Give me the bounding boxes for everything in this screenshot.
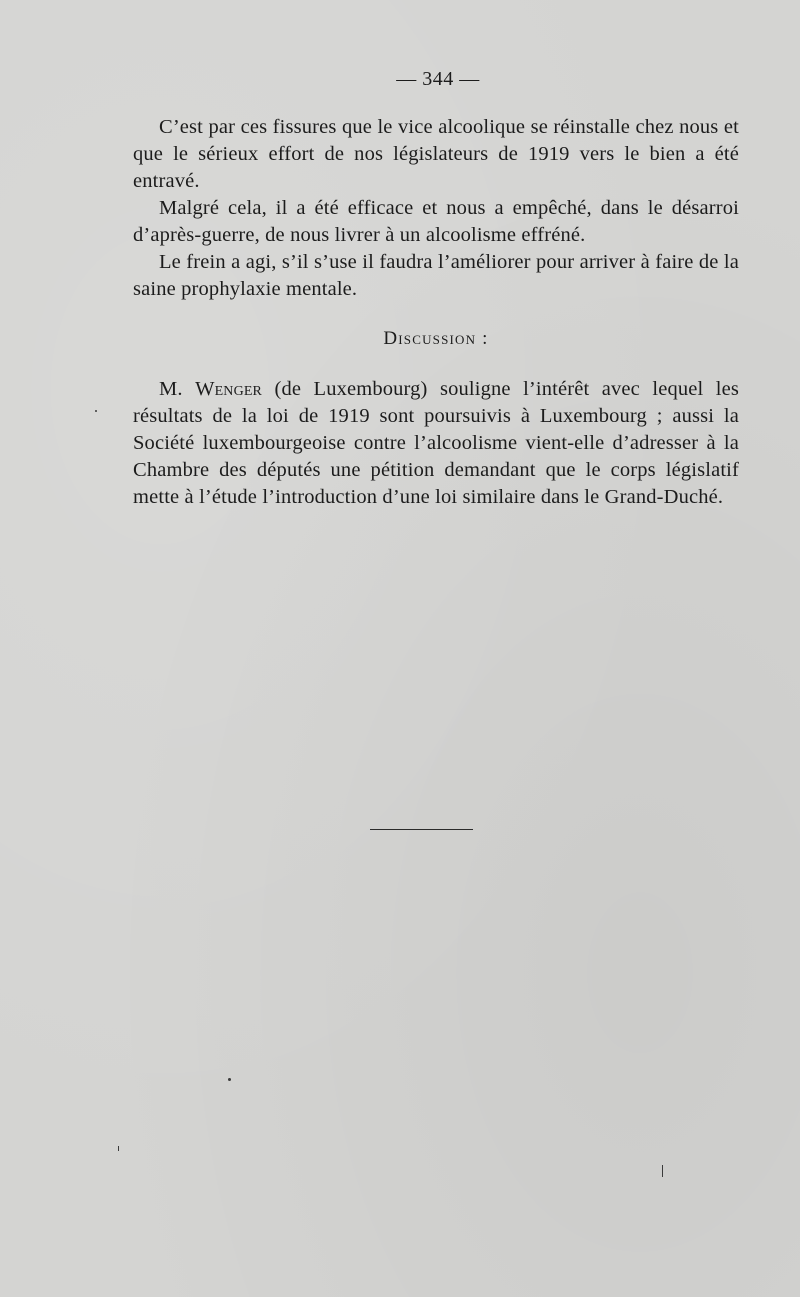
body-text-top [133,114,739,303]
discussion-heading-text: Discussion : [383,328,489,349]
paragraph-wenger [133,376,739,511]
speaker-remarks: (de Luxembourg) souligne l’intérêt avec lequel les résultats de la loi de 1919 sont poursuivis à Luxembourg ; aussi la Société luxembourgeoise contre l’alcoolisme vient-elle d’adresser à la Chambre des députés une pétition demandant que le corps législatif mette à l’étude l’introduction d’une loi similaire dans le Grand-Duché. [133,378,740,508]
paragraph-frein: Le frein a agi, s’il s’use il faudra l’améliorer pour arriver à faire de la saine prophylaxie mentale. [133,251,739,300]
paper-speck [662,1165,663,1177]
section-end-rule [370,829,473,830]
page-number: — 344 — [396,68,480,90]
paper-speck [228,1078,231,1081]
paragraph-malgre: Malgré cela, il a été efficace et nous a empêché, dans le désarroi d’après-guerre, de nous livrer à un alcoolisme effréné. [133,197,739,246]
paper-speck [95,410,97,412]
speaker-prefix: M. [159,378,196,400]
discussion-body [133,376,739,511]
discussion-heading [36,328,800,350]
speaker-name: Wenger [195,378,263,400]
paragraph-fissures: C’est par ces fissures que le vice alcoolique se réinstalle chez nous et que le sérieux effort de nos législateurs de 1919 vers le bien a été entravé. [133,116,739,192]
paper-speck [118,1146,119,1151]
